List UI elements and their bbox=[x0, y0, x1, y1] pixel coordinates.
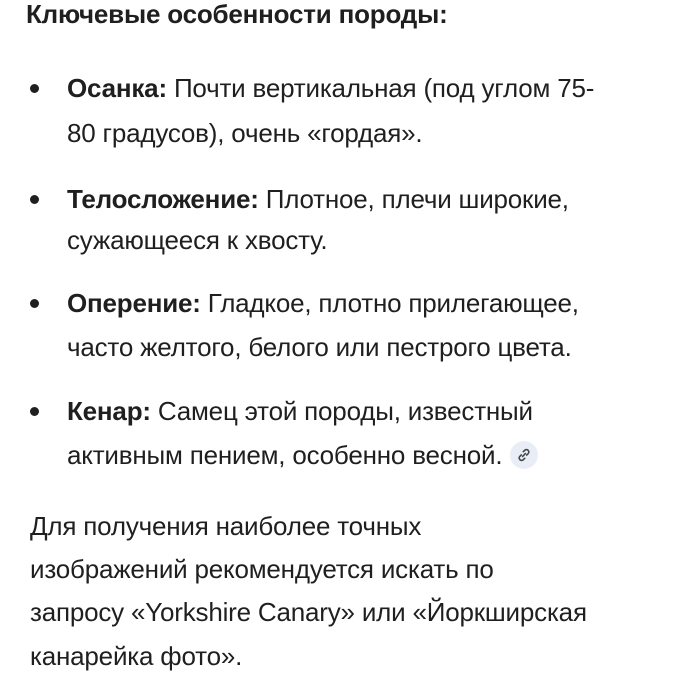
paragraph-line: Для получения наиболее точных bbox=[30, 511, 422, 541]
bullet-icon bbox=[30, 299, 39, 308]
feature-term: Кенар: bbox=[67, 396, 151, 426]
bullet-icon bbox=[30, 195, 39, 204]
link-icon bbox=[516, 447, 532, 463]
feature-term: Осанка: bbox=[67, 73, 167, 103]
feature-text: Плотное, плечи широкие, bbox=[265, 184, 569, 214]
paragraph-line: запросу «Yorkshire Canary» или «Йоркширская bbox=[30, 597, 587, 627]
bullet-icon bbox=[30, 84, 39, 93]
feature-text: Самец этой породы, известный bbox=[157, 396, 533, 426]
feature-text: часто желтого, белого или пестрого цвета. bbox=[67, 332, 572, 362]
list-item-line bbox=[67, 285, 579, 321]
paragraph-line: изображений рекомендуется искать по bbox=[30, 554, 494, 584]
list-item-line bbox=[67, 181, 569, 217]
feature-text: сужающееся к хвосту. bbox=[67, 225, 328, 255]
feature-term: Телосложение: bbox=[67, 184, 259, 214]
feature-text: Гладкое, плотно прилегающее, bbox=[207, 288, 579, 318]
list-item-line bbox=[67, 393, 533, 429]
source-link-button[interactable] bbox=[510, 441, 538, 469]
feature-text: Почти вертикальная (под углом 75- bbox=[173, 73, 595, 103]
bullet-icon bbox=[30, 407, 39, 416]
list-item-line bbox=[67, 437, 538, 473]
feature-text: 80 градусов), очень «гордая». bbox=[67, 118, 423, 148]
paragraph-line: канарейка фото». bbox=[30, 641, 243, 671]
feature-text: активным пением, особенно весной. bbox=[67, 440, 503, 470]
feature-term: Оперение: bbox=[67, 288, 201, 318]
list-item-line bbox=[67, 70, 594, 106]
section-heading: Ключевые особенности породы: bbox=[26, 0, 448, 29]
